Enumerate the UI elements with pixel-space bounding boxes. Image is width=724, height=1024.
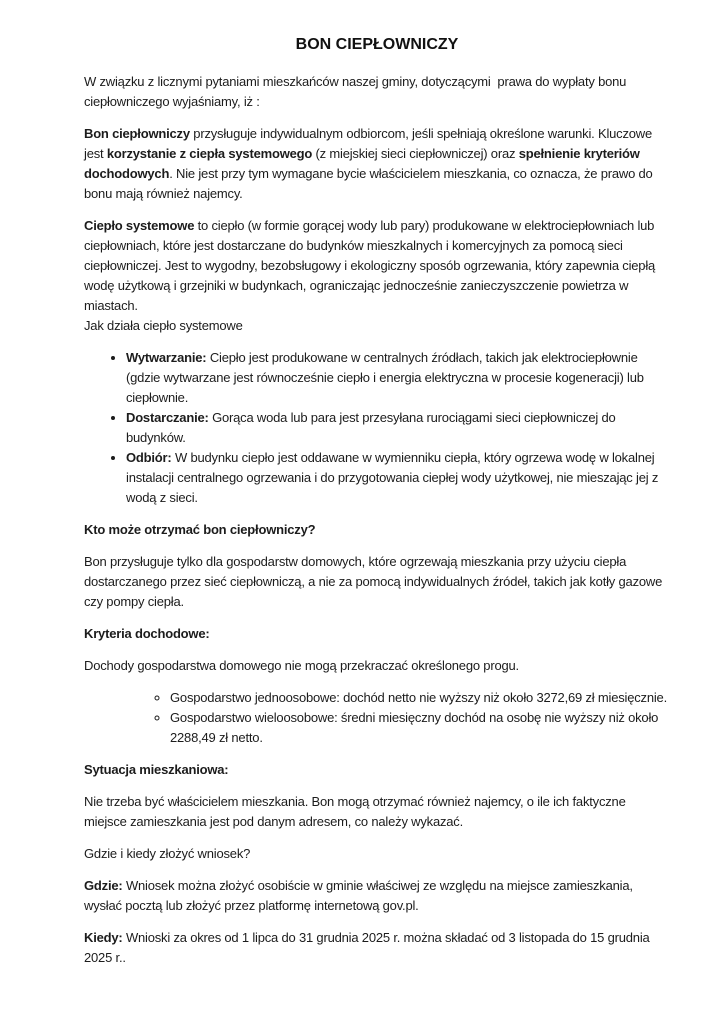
text-run: Nie trzeba być właścicielem mieszkania. Bon mogą otrzymać również najemcy, o ile ich faktyczne miejsce zamieszkania jest pod danym adresem, co należy wykazać.: [84, 794, 630, 829]
income-paragraph: [84, 656, 670, 676]
list-item-single-household: ◦ Gospodarstwo jednoosobowe: dochód netto nie wyższy niż około 3272,69 zł miesięcznie.: [170, 688, 670, 708]
bold-run: Odbiór:: [126, 450, 172, 465]
where-paragraph: [84, 876, 670, 916]
who-paragraph: [84, 552, 670, 612]
text-run: przysługuje indywidualnym odbiorcom, jeśli spełniają określone warunki. Kluczowe jest: [84, 126, 656, 161]
document-content: [84, 34, 670, 968]
when-paragraph: [84, 928, 670, 968]
list-item-production: [126, 348, 670, 408]
intro-paragraph: [84, 72, 670, 112]
who-heading: Kto może otrzymać bon ciepłowniczy?: [84, 522, 316, 537]
bold-run: Ciepło systemowe: [84, 218, 195, 233]
text-run: Dochody gospodarstwa domowego nie mogą przekraczać określonego progu.: [84, 658, 519, 673]
document-title: BON CIEPŁOWNICZY: [295, 36, 459, 53]
list-item-reception: [126, 448, 670, 508]
bold-run: Gdzie:: [84, 878, 123, 893]
bold-run: Bon ciepłowniczy: [84, 126, 190, 141]
text-run: to ciepło (w formie gorącej wody lub pary) produkowane w elektrociepłowniach lub ciepłowniach, które jest dostarczane do budynków mieszkalnych i komercyjnych za pomocą sieci ciepłowniczej. Jest to wygodny, bezobsługowy i ekologiczny sposób ogrzewania, który zapewnia ciepłą wodę użytkową i grzejniki w budynkach, ograniczając jednocześnie zanieczyszczenie powietrza w miastach.: [84, 218, 659, 313]
eligibility-paragraph: [84, 124, 670, 204]
bold-run: korzystanie z ciepła systemowego: [106, 146, 313, 161]
text-run: (z miejskiej sieci ciepłowniczej) oraz: [312, 146, 519, 161]
text-run: W budynku ciepło jest oddawane w wymienniku ciepła, który ogrzewa wodę w lokalnej instalacji centralnego ogrzewania i do przygotowania ciepłej wody użytkowej, nie mieszając jej z wodą z sieci.: [126, 450, 662, 505]
income-criteria-list: [84, 688, 670, 748]
system-heat-paragraph: [84, 216, 670, 336]
text-run: Bon przysługuje tylko dla gospodarstw domowych, które ogrzewają mieszkania przy użyciu ciepła dostarczanego przez sieć ciepłowniczą, a nie za pomocą indywidualnych źródeł, takich jak kotły gazowe czy pompy ciepła.: [84, 554, 666, 609]
text-run: Gdzie i kiedy złożyć wniosek?: [84, 846, 251, 861]
bold-run: Dostarczanie:: [126, 410, 209, 425]
text-run: Gorąca woda lub para jest przesyłana rurociągami sieci ciepłowniczej do budynków.: [126, 410, 619, 445]
text-run: Wniosek można złożyć osobiście w gminie właściwej ze względu na miejsce zamieszkania, wysłać pocztą lub złożyć przez platformę internetową gov.pl.: [84, 878, 637, 913]
text-run: Ciepło jest produkowane w centralnych źródłach, takich jak elektrociepłownie (gdzie wytwarzane jest równocześnie ciepło i energia elektryczna w procesie kogeneracji) lub ciepłownie.: [126, 350, 648, 405]
bold-run: Kiedy:: [84, 930, 123, 945]
system-heat-subtitle: Jak działa ciepło systemowe: [84, 318, 243, 333]
intro-text: W związku z licznymi pytaniami mieszkańców naszej gminy, dotyczącymi prawa do wypłaty bonu ciepłowniczego wyjaśniamy, iż :: [84, 74, 630, 109]
how-it-works-list: [84, 348, 670, 508]
list-item-delivery: [126, 408, 670, 448]
text-run: Wnioski za okres od 1 lipca do 31 grudnia 2025 r. można składać od 3 listopada do 15 grudnia 2025 r..: [84, 930, 653, 965]
application-question: [84, 844, 670, 864]
income-heading: Kryteria dochodowe:: [84, 626, 210, 641]
bold-run: Wytwarzanie:: [126, 350, 207, 365]
text-run: . Nie jest przy tym wymagane bycie właścicielem mieszkania, co oznacza, że prawo do bonu mają również najemcy.: [84, 166, 656, 201]
housing-paragraph: [84, 792, 670, 832]
bold-run: spełnienie kryteriów dochodowych: [84, 146, 644, 181]
housing-heading: Sytuacja mieszkaniowa:: [84, 762, 229, 777]
list-item-multi-household: ◦ Gospodarstwo wieloosobowe: średni miesięczny dochód na osobę nie wyższy niż około 2288,49 zł netto.: [170, 708, 670, 748]
